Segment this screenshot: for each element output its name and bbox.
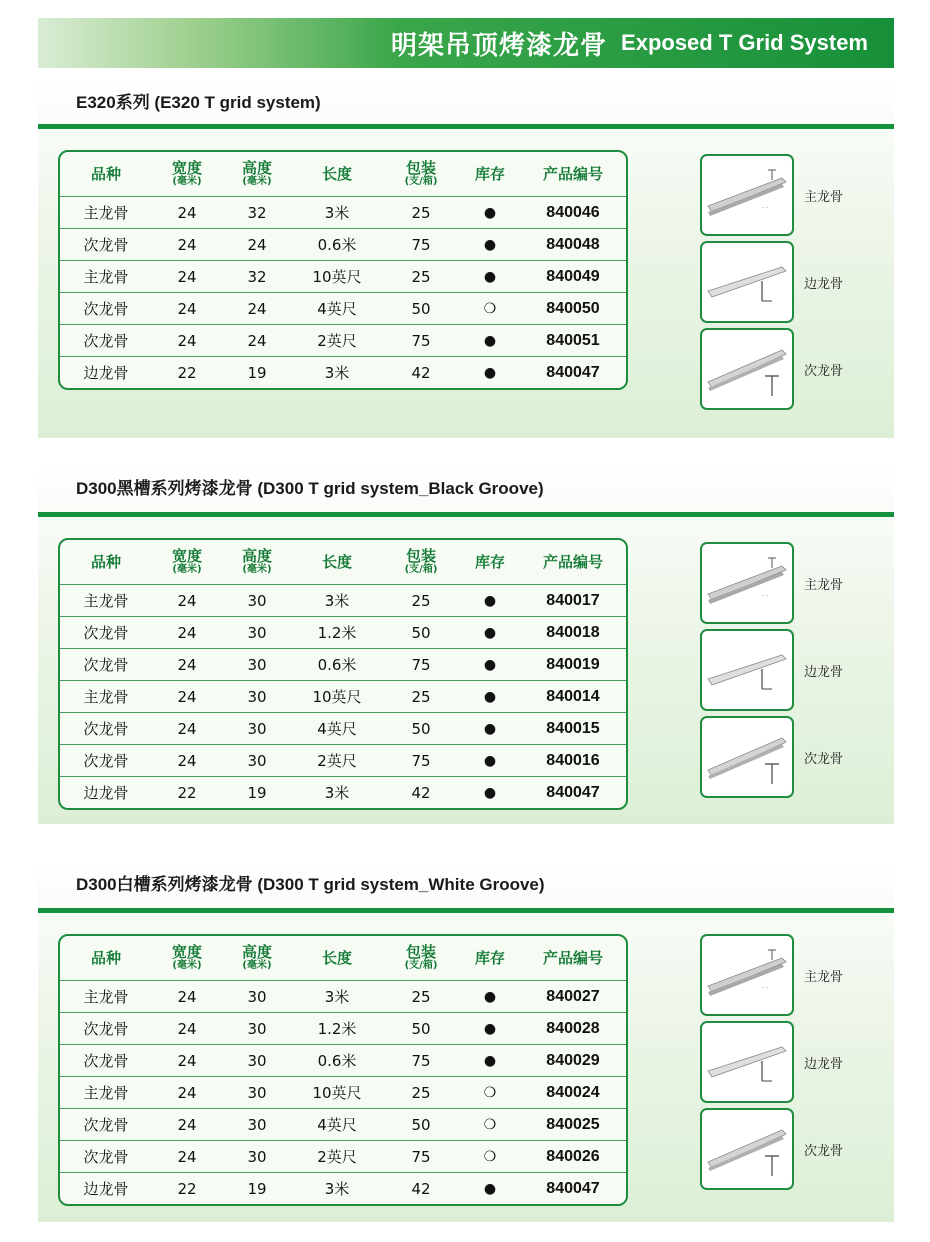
header-label: 品种 xyxy=(90,948,121,967)
cell-height: 30 xyxy=(247,591,267,610)
table-row xyxy=(60,681,626,713)
table-row xyxy=(60,293,626,325)
cell-stock: ● xyxy=(460,745,520,777)
cell-pack: 75 xyxy=(382,325,460,357)
cell-pack: 50 xyxy=(382,1109,460,1141)
column-header-stock xyxy=(460,936,520,981)
header-label: 库存 xyxy=(474,164,505,183)
cell-height: 30 xyxy=(222,681,292,713)
header-label: 宽度 xyxy=(171,546,202,565)
header-unit: (毫米) xyxy=(242,175,272,187)
header-label: 宽度 xyxy=(171,942,202,961)
column-header-length xyxy=(292,540,382,585)
table-row xyxy=(60,617,626,649)
cell-width: 24 xyxy=(177,203,197,222)
cell-length: 3米 xyxy=(324,592,350,610)
cell-stock: ● xyxy=(460,649,520,681)
table-header-row xyxy=(60,152,626,197)
cell-length: 2英尺 xyxy=(292,745,382,777)
section-title: E320系列 (E320 T grid system) xyxy=(76,93,321,112)
cell-height: 24 xyxy=(222,229,292,261)
cell-pack: 25 xyxy=(411,987,431,1006)
cell-width: 22 xyxy=(152,777,222,809)
table-row xyxy=(60,325,626,357)
cell-stock: ● xyxy=(460,777,520,809)
cell-code: 840049 xyxy=(520,261,626,293)
cell-width: 22 xyxy=(152,1173,222,1205)
cell-length: 3米 xyxy=(324,204,350,222)
table-row xyxy=(60,1109,626,1141)
cell-pack: 25 xyxy=(382,681,460,713)
header-label: 高度 xyxy=(241,942,272,961)
column-header-height xyxy=(222,152,292,197)
cell-length: 0.6米 xyxy=(292,649,382,681)
thumbnail-label: 次龙骨 xyxy=(804,1144,844,1159)
cell-code: 840025 xyxy=(520,1109,626,1141)
thumbnail-label: 主龙骨 xyxy=(804,190,844,205)
cell-pack: 50 xyxy=(382,1013,460,1045)
cell-pack: 50 xyxy=(382,293,460,325)
section-title: D300黑槽系列烤漆龙骨 (D300 T grid system_Black Groove) xyxy=(76,479,544,498)
cell-code: 840018 xyxy=(520,617,626,649)
cell-stock: ● xyxy=(460,357,520,389)
cell-pack: 75 xyxy=(382,1045,460,1077)
cell-stock: ❍ xyxy=(460,293,520,325)
cell-variety: 次龙骨 xyxy=(60,617,152,649)
rail-illustration-icon xyxy=(702,243,792,321)
cell-variety: 主龙骨 xyxy=(60,681,152,713)
cell-width: 24 xyxy=(177,987,197,1006)
rail-illustration-icon xyxy=(702,1110,792,1188)
cell-code: 840016 xyxy=(520,745,626,777)
cell-variety: 次龙骨 xyxy=(60,1013,152,1045)
section-d300-white-groove xyxy=(38,860,894,1222)
spec-table-grid xyxy=(60,152,626,388)
cell-variety: 次龙骨 xyxy=(60,1141,152,1173)
page-title: 明架吊顶烤漆龙骨 xyxy=(391,30,608,61)
column-header-width xyxy=(152,152,222,197)
header-unit: (毫米) xyxy=(242,563,272,575)
table-row xyxy=(60,745,626,777)
page-title-english: Exposed T Grid System xyxy=(621,30,868,55)
table-row xyxy=(60,777,626,809)
cell-variety: 次龙骨 xyxy=(60,649,152,681)
cell-length: 10英尺 xyxy=(292,261,382,293)
column-header-stock xyxy=(460,540,520,585)
column-header-code xyxy=(520,540,626,585)
column-header-variety xyxy=(60,152,152,197)
header-unit: (支/箱) xyxy=(404,175,438,187)
section-e320 xyxy=(38,78,894,438)
column-header-length xyxy=(292,152,382,197)
cell-height: 24 xyxy=(222,325,292,357)
cell-stock: ❍ xyxy=(460,1077,520,1109)
cell-width: 24 xyxy=(152,713,222,745)
cell-width: 24 xyxy=(152,1045,222,1077)
cell-code: 840024 xyxy=(520,1077,626,1109)
cell-height: 30 xyxy=(222,1077,292,1109)
cell-variety: 边龙骨 xyxy=(60,777,152,809)
cell-length: 3米 xyxy=(324,988,350,1006)
column-header-height xyxy=(222,936,292,981)
cell-height: 32 xyxy=(222,261,292,293)
cell-variety: 主龙骨 xyxy=(83,592,129,610)
cell-width: 24 xyxy=(152,325,222,357)
product-thumbnail xyxy=(700,542,794,624)
cell-length: 4英尺 xyxy=(292,293,382,325)
cell-variety: 主龙骨 xyxy=(60,1077,152,1109)
cell-stock: ● xyxy=(460,261,520,293)
table-row xyxy=(60,1013,626,1045)
cell-height: 30 xyxy=(222,1045,292,1077)
cell-variety: 次龙骨 xyxy=(60,293,152,325)
cell-pack: 42 xyxy=(382,1173,460,1205)
header-label: 宽度 xyxy=(171,158,202,177)
cell-pack: 75 xyxy=(382,229,460,261)
rail-illustration-icon xyxy=(702,156,792,234)
cell-variety: 次龙骨 xyxy=(60,325,152,357)
cell-variety: 次龙骨 xyxy=(60,1109,152,1141)
cell-length: 3米 xyxy=(292,777,382,809)
cell-stock: ● xyxy=(483,988,497,1005)
cell-pack: 42 xyxy=(382,357,460,389)
cell-height: 30 xyxy=(222,1109,292,1141)
cell-code: 840017 xyxy=(546,591,600,609)
cell-code: 840047 xyxy=(520,1173,626,1205)
product-thumbnail xyxy=(700,328,794,410)
cell-stock: ❍ xyxy=(460,1109,520,1141)
header-unit: (支/箱) xyxy=(404,959,438,971)
rail-illustration-icon xyxy=(702,544,792,622)
header-label: 品种 xyxy=(90,164,121,183)
cell-variety: 主龙骨 xyxy=(83,204,129,222)
header-label: 包装 xyxy=(405,158,436,177)
cell-code: 840028 xyxy=(520,1013,626,1045)
cell-stock: ● xyxy=(460,1045,520,1077)
cell-length: 2英尺 xyxy=(292,325,382,357)
spec-table-grid xyxy=(60,936,626,1204)
column-header-length xyxy=(292,936,382,981)
cell-length: 1.2米 xyxy=(292,617,382,649)
cell-pack: 75 xyxy=(382,1141,460,1173)
cell-height: 30 xyxy=(222,1013,292,1045)
cell-pack: 25 xyxy=(382,1077,460,1109)
cell-length: 3米 xyxy=(292,357,382,389)
cell-height: 30 xyxy=(222,1141,292,1173)
cell-height: 30 xyxy=(222,713,292,745)
table-row xyxy=(60,261,626,293)
svg-text:· ·: · · xyxy=(762,205,768,212)
column-header-pack xyxy=(382,540,460,585)
cell-variety: 次龙骨 xyxy=(60,1045,152,1077)
table-header-row xyxy=(60,936,626,981)
table-header-row xyxy=(60,540,626,585)
table-row xyxy=(60,649,626,681)
table-row xyxy=(60,1141,626,1173)
header-label: 高度 xyxy=(241,546,272,565)
section-divider xyxy=(38,124,894,129)
header-label: 产品编号 xyxy=(542,552,603,571)
thumbnail-label: 主龙骨 xyxy=(804,578,844,593)
cell-height: 19 xyxy=(222,1173,292,1205)
header-label: 长度 xyxy=(321,552,352,571)
cell-code: 840019 xyxy=(520,649,626,681)
cell-pack: 50 xyxy=(382,713,460,745)
product-thumbnail xyxy=(700,241,794,323)
column-header-stock xyxy=(460,152,520,197)
rail-illustration-icon xyxy=(702,936,792,1014)
cell-variety: 边龙骨 xyxy=(60,1173,152,1205)
cell-variety: 次龙骨 xyxy=(60,229,152,261)
cell-pack: 75 xyxy=(382,745,460,777)
table-row xyxy=(60,585,626,617)
cell-width: 22 xyxy=(152,357,222,389)
column-header-variety xyxy=(60,936,152,981)
cell-length: 1.2米 xyxy=(292,1013,382,1045)
cell-code: 840046 xyxy=(546,203,600,221)
section-d300-black-groove xyxy=(38,464,894,824)
cell-height: 30 xyxy=(222,617,292,649)
product-thumbnail xyxy=(700,154,794,236)
cell-width: 24 xyxy=(152,261,222,293)
header-label: 产品编号 xyxy=(542,948,603,967)
column-header-width xyxy=(152,936,222,981)
column-header-variety xyxy=(60,540,152,585)
header-unit: (毫米) xyxy=(172,959,202,971)
cell-width: 24 xyxy=(152,229,222,261)
cell-pack: 75 xyxy=(382,649,460,681)
thumbnail-label: 边龙骨 xyxy=(804,1057,844,1072)
thumbnail-label: 次龙骨 xyxy=(804,752,844,767)
cell-code: 840015 xyxy=(520,713,626,745)
column-header-pack xyxy=(382,152,460,197)
table-row xyxy=(60,981,626,1013)
table-row xyxy=(60,1045,626,1077)
header-label: 产品编号 xyxy=(542,164,603,183)
rail-illustration-icon xyxy=(702,631,792,709)
cell-stock: ● xyxy=(460,1173,520,1205)
cell-variety: 主龙骨 xyxy=(60,261,152,293)
header-label: 品种 xyxy=(90,552,121,571)
rail-illustration-icon xyxy=(702,1023,792,1101)
cell-code: 840014 xyxy=(520,681,626,713)
cell-width: 24 xyxy=(152,1013,222,1045)
cell-width: 24 xyxy=(152,617,222,649)
cell-width: 24 xyxy=(152,745,222,777)
cell-stock: ● xyxy=(460,713,520,745)
cell-stock: ● xyxy=(460,325,520,357)
cell-height: 32 xyxy=(247,203,267,222)
spec-table xyxy=(58,538,628,810)
cell-height: 30 xyxy=(222,745,292,777)
cell-stock: ● xyxy=(460,617,520,649)
cell-length: 0.6米 xyxy=(292,229,382,261)
product-thumbnail xyxy=(700,934,794,1016)
column-header-width xyxy=(152,540,222,585)
cell-height: 30 xyxy=(247,987,267,1006)
cell-height: 19 xyxy=(222,357,292,389)
cell-pack: 50 xyxy=(382,617,460,649)
product-thumbnail xyxy=(700,1021,794,1103)
column-header-height xyxy=(222,540,292,585)
cell-stock: ● xyxy=(460,229,520,261)
header-unit: (支/箱) xyxy=(404,563,438,575)
cell-code: 840048 xyxy=(520,229,626,261)
header-label: 包装 xyxy=(405,546,436,565)
section-title: D300白槽系列烤漆龙骨 (D300 T grid system_White Groove) xyxy=(76,875,545,894)
rail-illustration-icon xyxy=(702,330,792,408)
cell-stock: ● xyxy=(483,592,497,609)
cell-width: 24 xyxy=(152,681,222,713)
cell-length: 4英尺 xyxy=(292,1109,382,1141)
cell-stock: ● xyxy=(460,681,520,713)
header-banner xyxy=(38,18,894,68)
cell-pack: 25 xyxy=(382,261,460,293)
cell-pack: 42 xyxy=(382,777,460,809)
column-header-code xyxy=(520,936,626,981)
svg-text:· ·: · · xyxy=(762,593,768,600)
product-thumbnail xyxy=(700,629,794,711)
section-divider xyxy=(38,512,894,517)
cell-length: 3米 xyxy=(292,1173,382,1205)
header-unit: (毫米) xyxy=(242,959,272,971)
cell-variety: 次龙骨 xyxy=(60,713,152,745)
cell-stock: ❍ xyxy=(460,1141,520,1173)
cell-length: 10英尺 xyxy=(292,1077,382,1109)
cell-variety: 主龙骨 xyxy=(83,988,129,1006)
table-row xyxy=(60,357,626,389)
cell-width: 24 xyxy=(152,649,222,681)
cell-pack: 25 xyxy=(411,591,431,610)
column-header-code xyxy=(520,152,626,197)
svg-text:· ·: · · xyxy=(762,985,768,992)
cell-length: 0.6米 xyxy=(292,1045,382,1077)
cell-height: 30 xyxy=(222,649,292,681)
thumbnail-label: 次龙骨 xyxy=(804,364,844,379)
header-label: 高度 xyxy=(241,158,272,177)
cell-width: 24 xyxy=(177,591,197,610)
table-row xyxy=(60,197,626,229)
header-label: 库存 xyxy=(474,552,505,571)
thumbnail-label: 边龙骨 xyxy=(804,665,844,680)
table-row xyxy=(60,1173,626,1205)
cell-pack: 25 xyxy=(411,203,431,222)
cell-stock: ● xyxy=(460,1013,520,1045)
cell-height: 24 xyxy=(222,293,292,325)
cell-width: 24 xyxy=(152,1109,222,1141)
cell-width: 24 xyxy=(152,1077,222,1109)
column-header-pack xyxy=(382,936,460,981)
table-row xyxy=(60,229,626,261)
cell-height: 19 xyxy=(222,777,292,809)
header-unit: (毫米) xyxy=(172,175,202,187)
cell-length: 2英尺 xyxy=(292,1141,382,1173)
header-label: 长度 xyxy=(321,164,352,183)
cell-variety: 次龙骨 xyxy=(60,745,152,777)
thumbnail-label: 主龙骨 xyxy=(804,970,844,985)
header-unit: (毫米) xyxy=(172,563,202,575)
cell-length: 4英尺 xyxy=(292,713,382,745)
thumbnail-label: 边龙骨 xyxy=(804,277,844,292)
cell-code: 840050 xyxy=(520,293,626,325)
header-label: 长度 xyxy=(321,948,352,967)
cell-width: 24 xyxy=(152,1141,222,1173)
cell-code: 840029 xyxy=(520,1045,626,1077)
cell-code: 840027 xyxy=(546,987,600,1005)
cell-width: 24 xyxy=(152,293,222,325)
cell-code: 840047 xyxy=(520,357,626,389)
cell-code: 840051 xyxy=(520,325,626,357)
product-thumbnail xyxy=(700,716,794,798)
product-thumbnail xyxy=(700,1108,794,1190)
rail-illustration-icon xyxy=(702,718,792,796)
spec-table xyxy=(58,150,628,390)
table-row xyxy=(60,713,626,745)
cell-length: 10英尺 xyxy=(292,681,382,713)
cell-stock: ● xyxy=(483,204,497,221)
header-label: 包装 xyxy=(405,942,436,961)
spec-table-grid xyxy=(60,540,626,808)
spec-table xyxy=(58,934,628,1206)
cell-variety: 边龙骨 xyxy=(60,357,152,389)
cell-code: 840047 xyxy=(520,777,626,809)
cell-code: 840026 xyxy=(520,1141,626,1173)
table-row xyxy=(60,1077,626,1109)
header-label: 库存 xyxy=(474,948,505,967)
section-divider xyxy=(38,908,894,913)
